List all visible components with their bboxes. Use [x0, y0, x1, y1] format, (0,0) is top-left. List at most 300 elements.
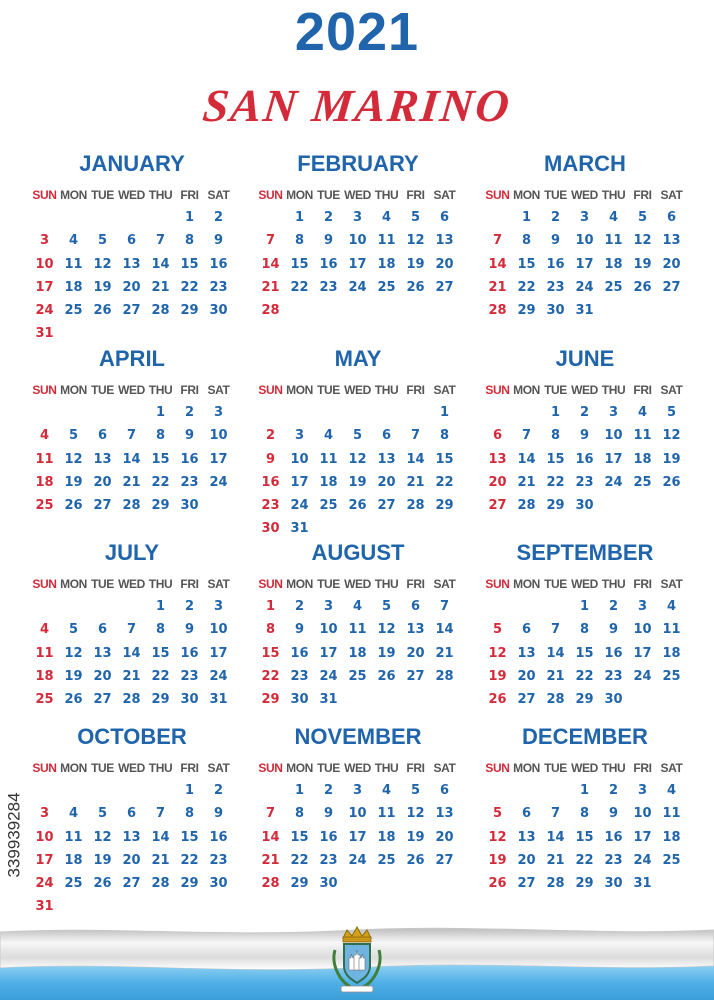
week-row — [30, 448, 234, 471]
day-cell: 5 — [68, 622, 79, 638]
week-row — [483, 872, 687, 895]
day-cell: 30 — [319, 876, 338, 892]
month-name: JULY — [104, 540, 160, 565]
day-cell: 7 — [410, 428, 421, 444]
day-cell: 19 — [406, 829, 425, 845]
day-cell: 5 — [68, 428, 79, 444]
day-cell: 7 — [521, 428, 532, 444]
day-cell: 16 — [319, 829, 338, 845]
weekday-tue: TUE — [91, 188, 114, 202]
day-cell: 2 — [323, 210, 334, 225]
day-cell: 29 — [575, 692, 594, 708]
day-cell: 26 — [64, 692, 83, 708]
day-cell: 14 — [546, 645, 565, 661]
day-cell: 12 — [633, 233, 652, 249]
day-cell: 31 — [209, 692, 228, 708]
week-row — [483, 401, 687, 424]
day-cell: 28 — [546, 692, 565, 708]
day-cell: 11 — [64, 829, 83, 845]
empty-cell — [204, 494, 233, 517]
day-cell: 21 — [151, 279, 170, 295]
day-cell: 7 — [265, 233, 276, 249]
day-cell: 22 — [151, 474, 170, 490]
day-cell: 14 — [122, 645, 141, 661]
weekday-fri: FRI — [633, 188, 652, 202]
week-row — [483, 595, 687, 618]
day-cell: 26 — [406, 279, 425, 295]
weekday-mon: MON — [513, 188, 540, 202]
day-cell: 21 — [151, 852, 170, 868]
day-cell: 8 — [265, 622, 276, 638]
month-name: DECEMBER — [522, 724, 648, 749]
day-cell: 9 — [608, 622, 619, 638]
weekday-sat: SAT — [207, 383, 230, 397]
day-cell: 1 — [294, 783, 305, 798]
day-cell: 18 — [662, 829, 681, 845]
day-cell: 15 — [151, 645, 170, 661]
day-cell: 13 — [517, 829, 536, 845]
month-name: SEPTEMBER — [516, 540, 654, 565]
day-cell: 9 — [265, 451, 276, 467]
day-cell: 19 — [488, 668, 507, 684]
day-cell: 5 — [381, 599, 392, 614]
month-august — [256, 539, 460, 711]
weekday-wed: WED — [344, 383, 371, 397]
day-cell: 27 — [377, 498, 396, 514]
day-cell: 10 — [209, 622, 228, 638]
day-cell: 18 — [662, 645, 681, 661]
day-cell: 24 — [348, 279, 367, 295]
day-cell: 15 — [435, 451, 454, 467]
day-cell: 23 — [180, 668, 199, 684]
day-cell: 1 — [155, 599, 166, 614]
day-cell: 12 — [406, 806, 425, 822]
day-cell: 2 — [213, 210, 224, 225]
empty-cell — [314, 517, 343, 540]
day-cell: 10 — [290, 451, 309, 467]
day-cell: 7 — [492, 233, 503, 249]
month-name: FEBRUARY — [297, 151, 419, 176]
weekday-sat: SAT — [660, 577, 683, 591]
day-cell: 5 — [97, 806, 108, 822]
day-cell: 8 — [521, 233, 532, 249]
day-cell: 3 — [352, 210, 363, 225]
day-cell: 11 — [662, 622, 681, 638]
weekday-header-row — [30, 379, 234, 401]
weekday-sat: SAT — [433, 577, 456, 591]
week-row — [30, 299, 234, 322]
weekday-header-row — [483, 757, 687, 779]
day-cell: 12 — [488, 645, 507, 661]
empty-cell — [146, 895, 175, 918]
weekday-tue: TUE — [544, 188, 567, 202]
day-cell: 26 — [488, 692, 507, 708]
weekday-wed: WED — [571, 188, 598, 202]
day-cell: 9 — [550, 233, 561, 249]
week-row — [483, 665, 687, 688]
weekday-mon: MON — [60, 761, 87, 775]
week-row — [30, 872, 234, 895]
empty-cell — [430, 872, 459, 895]
weekday-sun: SUN — [485, 383, 510, 397]
day-cell: 6 — [410, 599, 421, 614]
day-cell: 8 — [550, 428, 561, 444]
day-cell: 11 — [377, 806, 396, 822]
day-cell: 28 — [122, 692, 141, 708]
empty-cell — [146, 206, 175, 229]
weekday-header-row — [256, 573, 460, 595]
day-cell: 25 — [64, 303, 83, 319]
day-cell: 27 — [435, 279, 454, 295]
weekday-thu: THU — [601, 383, 626, 397]
weekday-sat: SAT — [207, 577, 230, 591]
day-cell: 25 — [377, 279, 396, 295]
day-cell: 13 — [435, 233, 454, 249]
weekday-mon: MON — [513, 383, 540, 397]
weekday-mon: MON — [60, 577, 87, 591]
day-cell: 27 — [517, 876, 536, 892]
san-marino-flag-icon — [0, 924, 714, 1000]
day-cell: 10 — [575, 233, 594, 249]
empty-cell — [343, 299, 372, 322]
empty-cell — [628, 494, 657, 517]
empty-cell — [117, 322, 146, 345]
empty-cell — [430, 688, 459, 711]
day-cell: 29 — [180, 876, 199, 892]
day-cell: 7 — [155, 233, 166, 249]
day-cell: 3 — [637, 783, 648, 798]
day-cell: 6 — [492, 428, 503, 444]
day-cell: 22 — [151, 668, 170, 684]
day-cell: 18 — [377, 829, 396, 845]
weekday-thu: THU — [148, 383, 173, 397]
day-cell: 8 — [155, 622, 166, 638]
day-cell: 13 — [93, 451, 112, 467]
day-cell: 7 — [126, 428, 137, 444]
day-cell: 25 — [35, 498, 54, 514]
weekday-sat: SAT — [433, 383, 456, 397]
empty-cell — [285, 299, 314, 322]
day-cell: 20 — [662, 256, 681, 272]
day-cell: 16 — [180, 645, 199, 661]
empty-cell — [483, 595, 512, 618]
empty-cell — [256, 206, 285, 229]
day-cell: 16 — [319, 256, 338, 272]
day-cell: 1 — [579, 599, 590, 614]
day-cell: 30 — [209, 303, 228, 319]
week-row — [483, 299, 687, 322]
day-cell: 24 — [209, 474, 228, 490]
day-cell: 19 — [64, 668, 83, 684]
empty-cell — [175, 895, 204, 918]
day-cell: 17 — [604, 451, 623, 467]
weekday-sun: SUN — [485, 577, 510, 591]
week-row — [256, 448, 460, 471]
weekday-tue: TUE — [317, 761, 340, 775]
week-row — [30, 424, 234, 447]
day-cell: 1 — [265, 599, 276, 614]
weekday-tue: TUE — [544, 761, 567, 775]
day-cell: 9 — [184, 622, 195, 638]
day-cell: 14 — [122, 451, 141, 467]
empty-cell — [657, 299, 686, 322]
week-row — [30, 253, 234, 276]
day-cell: 3 — [213, 599, 224, 614]
day-cell: 24 — [348, 852, 367, 868]
empty-cell — [372, 299, 401, 322]
day-cell: 12 — [348, 451, 367, 467]
day-cell: 26 — [488, 876, 507, 892]
day-cell: 21 — [261, 279, 280, 295]
empty-cell — [401, 872, 430, 895]
day-cell: 25 — [604, 279, 623, 295]
day-cell: 2 — [323, 783, 334, 798]
country-title: SAN MARINO — [200, 80, 514, 131]
empty-cell — [88, 322, 117, 345]
day-cell: 22 — [546, 474, 565, 490]
week-row — [256, 779, 460, 802]
empty-cell — [59, 595, 88, 618]
stock-id-text: 339939284 — [5, 792, 24, 878]
month-name: OCTOBER — [77, 724, 187, 749]
week-row — [30, 494, 234, 517]
month-april — [30, 345, 234, 517]
empty-cell — [117, 779, 146, 802]
weekday-wed: WED — [344, 188, 371, 202]
weekday-sat: SAT — [207, 188, 230, 202]
empty-cell — [343, 688, 372, 711]
week-row — [483, 779, 687, 802]
day-cell: 17 — [35, 279, 54, 295]
day-cell: 13 — [488, 451, 507, 467]
month-name: JANUARY — [79, 151, 185, 176]
day-cell: 15 — [546, 451, 565, 467]
day-cell: 8 — [579, 622, 590, 638]
empty-cell — [657, 872, 686, 895]
day-cell: 12 — [488, 829, 507, 845]
day-cell: 11 — [35, 645, 54, 661]
weekday-sun: SUN — [485, 761, 510, 775]
day-cell: 5 — [410, 783, 421, 798]
week-row — [483, 802, 687, 825]
day-cell: 12 — [377, 622, 396, 638]
empty-cell — [483, 779, 512, 802]
day-cell: 4 — [68, 233, 79, 249]
weekday-fri: FRI — [633, 383, 652, 397]
empty-cell — [657, 494, 686, 517]
day-cell: 7 — [155, 806, 166, 822]
day-cell: 20 — [517, 668, 536, 684]
day-cell: 14 — [435, 622, 454, 638]
day-cell: 14 — [488, 256, 507, 272]
week-row — [256, 401, 460, 424]
day-cell: 20 — [488, 474, 507, 490]
empty-cell — [59, 206, 88, 229]
day-cell: 27 — [488, 498, 507, 514]
day-cell: 23 — [319, 852, 338, 868]
day-cell: 19 — [633, 256, 652, 272]
weekday-fri: FRI — [180, 761, 199, 775]
weekday-thu: THU — [148, 761, 173, 775]
day-cell: 10 — [604, 428, 623, 444]
week-row — [483, 253, 687, 276]
day-cell: 27 — [517, 692, 536, 708]
weekday-header-row — [30, 573, 234, 595]
day-cell: 27 — [93, 498, 112, 514]
week-row — [256, 299, 460, 322]
day-cell: 22 — [261, 668, 280, 684]
day-cell: 14 — [517, 451, 536, 467]
day-cell: 7 — [265, 806, 276, 822]
day-cell: 3 — [579, 210, 590, 225]
month-name: JUNE — [555, 346, 615, 371]
day-cell: 19 — [93, 852, 112, 868]
day-cell: 3 — [39, 233, 50, 249]
day-cell: 16 — [546, 256, 565, 272]
day-cell: 2 — [184, 405, 195, 420]
day-cell: 8 — [184, 233, 195, 249]
day-cell: 12 — [93, 829, 112, 845]
day-cell: 28 — [261, 303, 280, 319]
day-cell: 9 — [579, 428, 590, 444]
day-cell: 5 — [352, 428, 363, 444]
day-cell: 11 — [319, 451, 338, 467]
day-cell: 2 — [265, 428, 276, 444]
day-cell: 15 — [261, 645, 280, 661]
day-cell: 27 — [122, 303, 141, 319]
day-cell: 22 — [180, 852, 199, 868]
week-row — [256, 206, 460, 229]
month-may — [256, 345, 460, 541]
day-cell: 20 — [93, 474, 112, 490]
day-cell: 2 — [608, 599, 619, 614]
day-cell: 7 — [550, 622, 561, 638]
week-row — [483, 688, 687, 711]
weekday-mon: MON — [513, 761, 540, 775]
day-cell: 10 — [633, 622, 652, 638]
day-cell: 11 — [348, 622, 367, 638]
day-cell: 13 — [435, 806, 454, 822]
day-cell: 24 — [209, 668, 228, 684]
empty-cell — [657, 688, 686, 711]
weekday-sun: SUN — [32, 383, 57, 397]
day-cell: 15 — [290, 256, 309, 272]
month-march — [483, 150, 687, 322]
week-row — [483, 849, 687, 872]
day-cell: 6 — [666, 210, 677, 225]
week-row — [256, 471, 460, 494]
weekday-fri: FRI — [406, 577, 425, 591]
day-cell: 13 — [122, 829, 141, 845]
empty-cell — [204, 895, 233, 918]
day-cell: 25 — [662, 668, 681, 684]
day-cell: 22 — [180, 279, 199, 295]
weekday-fri: FRI — [406, 761, 425, 775]
weekday-mon: MON — [60, 188, 87, 202]
empty-cell — [30, 595, 59, 618]
weekday-mon: MON — [286, 383, 313, 397]
weekday-mon: MON — [286, 761, 313, 775]
day-cell: 27 — [662, 279, 681, 295]
day-cell: 6 — [126, 233, 137, 249]
day-cell: 29 — [180, 303, 199, 319]
day-cell: 3 — [323, 599, 334, 614]
day-cell: 13 — [122, 256, 141, 272]
day-cell: 29 — [435, 498, 454, 514]
day-cell: 13 — [93, 645, 112, 661]
week-row — [30, 401, 234, 424]
month-name: MARCH — [544, 151, 626, 176]
day-cell: 26 — [93, 303, 112, 319]
empty-cell — [314, 401, 343, 424]
empty-cell — [541, 595, 570, 618]
day-cell: 20 — [122, 852, 141, 868]
day-cell: 18 — [348, 645, 367, 661]
empty-cell — [343, 872, 372, 895]
weekday-wed: WED — [118, 188, 145, 202]
weekday-fri: FRI — [633, 577, 652, 591]
day-cell: 8 — [294, 806, 305, 822]
day-cell: 20 — [122, 279, 141, 295]
day-cell: 23 — [575, 474, 594, 490]
weekday-header-row — [30, 757, 234, 779]
weekday-fri: FRI — [180, 383, 199, 397]
day-cell: 27 — [435, 852, 454, 868]
day-cell: 10 — [209, 428, 228, 444]
day-cell: 28 — [151, 876, 170, 892]
empty-cell — [541, 779, 570, 802]
day-cell: 15 — [575, 645, 594, 661]
day-cell: 26 — [377, 668, 396, 684]
day-cell: 19 — [406, 256, 425, 272]
day-cell: 20 — [377, 474, 396, 490]
day-cell: 12 — [64, 645, 83, 661]
day-cell: 13 — [377, 451, 396, 467]
day-cell: 24 — [633, 852, 652, 868]
week-row — [30, 895, 234, 918]
day-cell: 2 — [608, 783, 619, 798]
day-cell: 19 — [662, 451, 681, 467]
week-row — [256, 424, 460, 447]
day-cell: 1 — [184, 210, 195, 225]
week-row — [30, 779, 234, 802]
weekday-sun: SUN — [32, 761, 57, 775]
day-cell: 1 — [184, 783, 195, 798]
weekday-sat: SAT — [433, 188, 456, 202]
day-cell: 8 — [155, 428, 166, 444]
weekday-thu: THU — [374, 188, 399, 202]
empty-cell — [343, 517, 372, 540]
week-row — [256, 665, 460, 688]
day-cell: 17 — [633, 645, 652, 661]
day-cell: 14 — [406, 451, 425, 467]
empty-cell — [512, 779, 541, 802]
weekday-fri: FRI — [406, 188, 425, 202]
day-cell: 24 — [290, 498, 309, 514]
day-cell: 29 — [151, 692, 170, 708]
day-cell: 19 — [377, 645, 396, 661]
day-cell: 27 — [93, 692, 112, 708]
week-row — [30, 826, 234, 849]
day-cell: 23 — [209, 852, 228, 868]
day-cell: 31 — [35, 899, 54, 915]
week-row — [256, 618, 460, 641]
weekday-sun: SUN — [32, 577, 57, 591]
day-cell: 22 — [575, 668, 594, 684]
day-cell: 3 — [213, 405, 224, 420]
day-cell: 4 — [381, 210, 392, 225]
day-cell: 28 — [122, 498, 141, 514]
